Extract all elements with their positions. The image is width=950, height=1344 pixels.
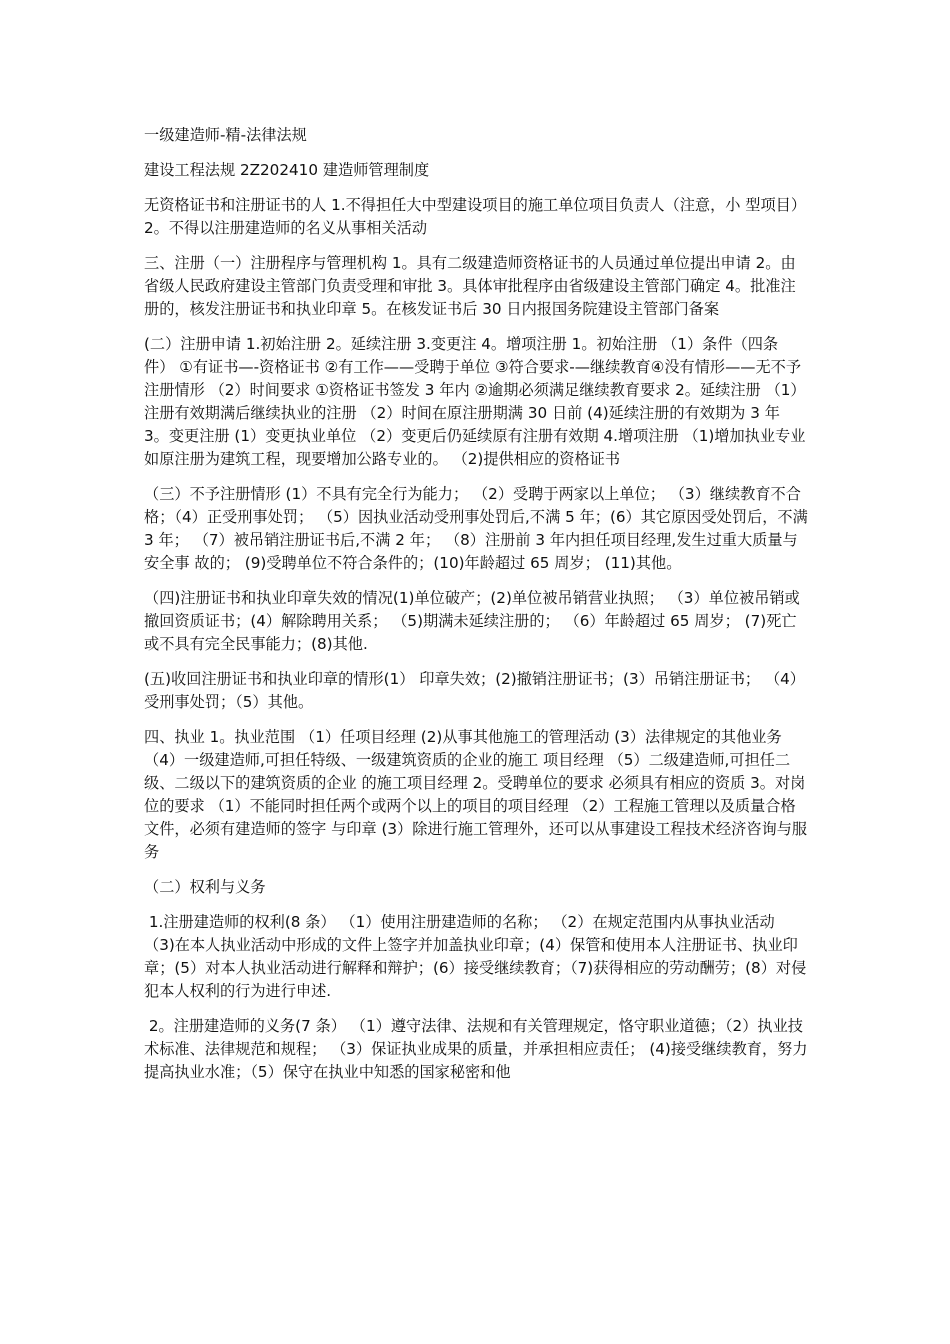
paragraph-registration-procedure: 三、注册（一）注册程序与管理机构 1。具有二级建造师资格证书的人员通过单位提出申请 2。由省级人民政府建设主管部门负责受理和审批 3。具体审批程序由省级建设主管部门确定 4。批准注册的，核发注册证书和执业印章 5。在核发证书后 30 日内报国务院建设主管部门备案 — [144, 254, 796, 318]
paragraph-certificate-invalid: （四)注册证书和执业印章失效的情况(1)单位破产；(2)单位被吊销营业执照； （3）单位被吊销或撤回资质证书；(4）解除聘用关系； （5)期满未延续注册的； （6）年龄超过 65 周岁； (7)死亡或不具有完全民事能力；(8)其他. — [144, 589, 800, 653]
paragraph-qualification: 无资格证书和注册证书的人 1.不得担任大中型建设项目的施工单位项目负责人（注意，小 型项目）2。不得以注册建造师的名义从事相关活动 — [144, 196, 807, 237]
paragraph-rights: 1.注册建造师的权利(8 条） （1）使用注册建造师的名称； （2）在规定范围内从事执业活动 （3)在本人执业活动中形成的文件上签字并加盖执业印章；(4）保管和使用本人注册证书、执业印章；(5）对本人执业活动进行解释和辩护；(6）接受继续教育；（7)获得相应的劳动酬劳；(8）对侵犯本人权利的行为进行申述. — [144, 913, 807, 1000]
document-subtitle: 建设工程法规 2Z202410 建造师管理制度 — [144, 161, 430, 179]
paragraph-registration-application: (二）注册申请 1.初始注册 2。延续注册 3.变更注 4。增项注册 1。初始注册 （1）条件（四条件） ①有证书—-资格证书 ②有工作——受聘于单位 ③符合要求-—继续教育④没有情形——无不予注册情形 （2）时间要求 ①资格证书签发 3 年内 ②逾期必须满足继续教育要求 2。延续注册 （1）注册有效期满后继续执业的注册 （2）时间在原注册期满 30 日前 (4)延续注册的有效期为 3 年 3。变更注册 (1）变更执业单位 （2）变更后仍延续原有注册有效期 4.增项注册 （1)增加执业专业 如原注册为建筑工程，现要增加公路专业的。 （2)提供相应的资格证书 — [144, 335, 811, 468]
section-heading-rights-duties: （二）权利与义务 — [144, 878, 266, 896]
paragraph-no-registration: （三）不予注册情形 (1）不具有完全行为能力； （2）受聘于两家以上单位； （3）继续教育不合格；（4）正受刑事处罚； （5）因执业活动受刑事处罚后,不满 5 年；(6）其它原因受处罚后，不满 3 年； （7）被吊销注册证书后,不满 2 年； （8）注册前 3 年内担任项目经理,发生过重大质量与安全事 故的； (9)受聘单位不符合条件的；(10)年龄超过 65 周岁； (11)其他。 — [144, 485, 813, 572]
paragraph-duties: 2。注册建造师的义务(7 条） （1）遵守法律、法规和有关管理规定，恪守职业道德；（2）执业技术标准、法律规范和规程； （3）保证执业成果的质量，并承担相应责任； (4)接受继续教育，努力提高执业水准；（5）保守在执业中知悉的国家秘密和他 — [144, 1017, 808, 1081]
paragraph-practice: 四、执业 1。执业范围 （1）任项目经理 (2)从事其他施工的管理活动 (3）法律规定的其他业务 （4）一级建造师,可担任特级、一级建筑资质的企业的施工 项目经理 （5）二级建造师,可担任二级、二级以下的建筑资质的企业 的施工项目经理 2。受聘单位的要求 必须具有相应的资质 3。对岗位的要求 （1）不能同时担任两个或两个以上的项目的项目经理 （2）工程施工管理以及质量合格文件，必须有建造师的签字 与印章 (3）除进行施工管理外，还可以从事建设工程技术经济咨询与服务 — [144, 728, 808, 861]
paragraph-certificate-recall: (五)收回注册证书和执业印章的情形(1） 印章失效；(2)撤销注册证书；(3）吊销注册证书； （4）受刑事处罚；（5）其他。 — [144, 670, 805, 711]
document-title: 一级建造师-精-法律法规 — [144, 126, 307, 144]
document-page — [144, 124, 813, 1096]
